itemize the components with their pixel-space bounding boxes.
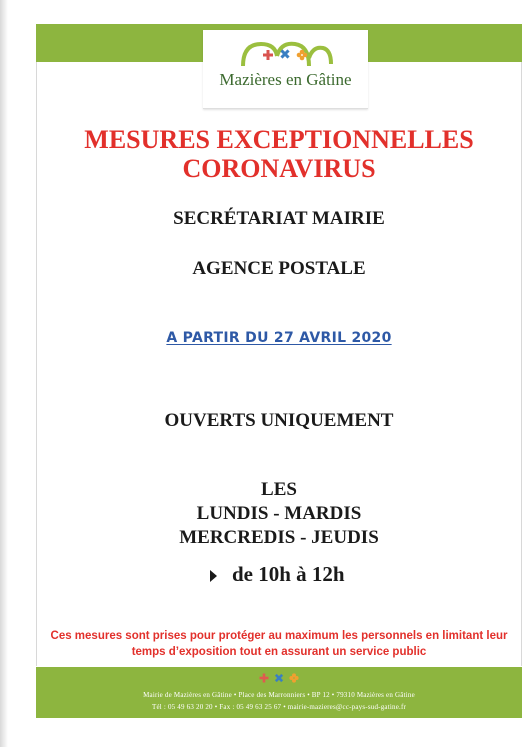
footer-logo-icon: [258, 672, 300, 684]
footer-contact: Tél : 05 49 63 20 20 • Fax : 05 49 63 25 67 • mairie-mazieres@cc-pays-sud-gatine.fr: [151, 703, 407, 711]
footer-band: [36, 667, 522, 718]
title-line-1: MESURES EXCEPTIONNELLES: [84, 125, 474, 154]
ouverts-heading: OUVERTS UNIQUEMENT: [164, 410, 394, 431]
logo: [203, 30, 368, 109]
agence-heading: AGENCE POSTALE: [192, 258, 366, 279]
opening-days: [36, 478, 522, 550]
title-line-2: CORONAVIRUS: [182, 154, 376, 183]
note-line-2: temps d’exposition tout en assurant un service public: [131, 646, 427, 658]
logo-arches-icon: [213, 38, 358, 70]
secretariat-heading: SECRÉTARIAT MAIRIE: [173, 208, 385, 229]
scan-edge-shadow: [0, 0, 8, 747]
logo-text: Mazières en Gâtine: [219, 70, 352, 89]
days-line-3: MERCREDIS - JEUDIS: [179, 527, 379, 548]
explanatory-note: [36, 628, 522, 660]
note-line-1: Ces mesures sont prises pour protéger au maximum les personnels en limitant leur: [50, 630, 508, 642]
start-date: [36, 330, 522, 346]
arrow-bullet-icon: [210, 570, 217, 582]
days-line-2: LUNDIS - MARDIS: [196, 503, 362, 524]
opening-hours: de 10h à 12h: [232, 562, 345, 586]
main-title: [36, 125, 522, 183]
start-date-text: A PARTIR DU 27 AVRIL 2020: [166, 330, 392, 346]
footer-address: Mairie de Mazières en Gâtine • Place des Marronniers • BP 12 • 79310 Mazières en Gâtine: [143, 691, 415, 699]
days-line-1: LES: [261, 479, 297, 500]
